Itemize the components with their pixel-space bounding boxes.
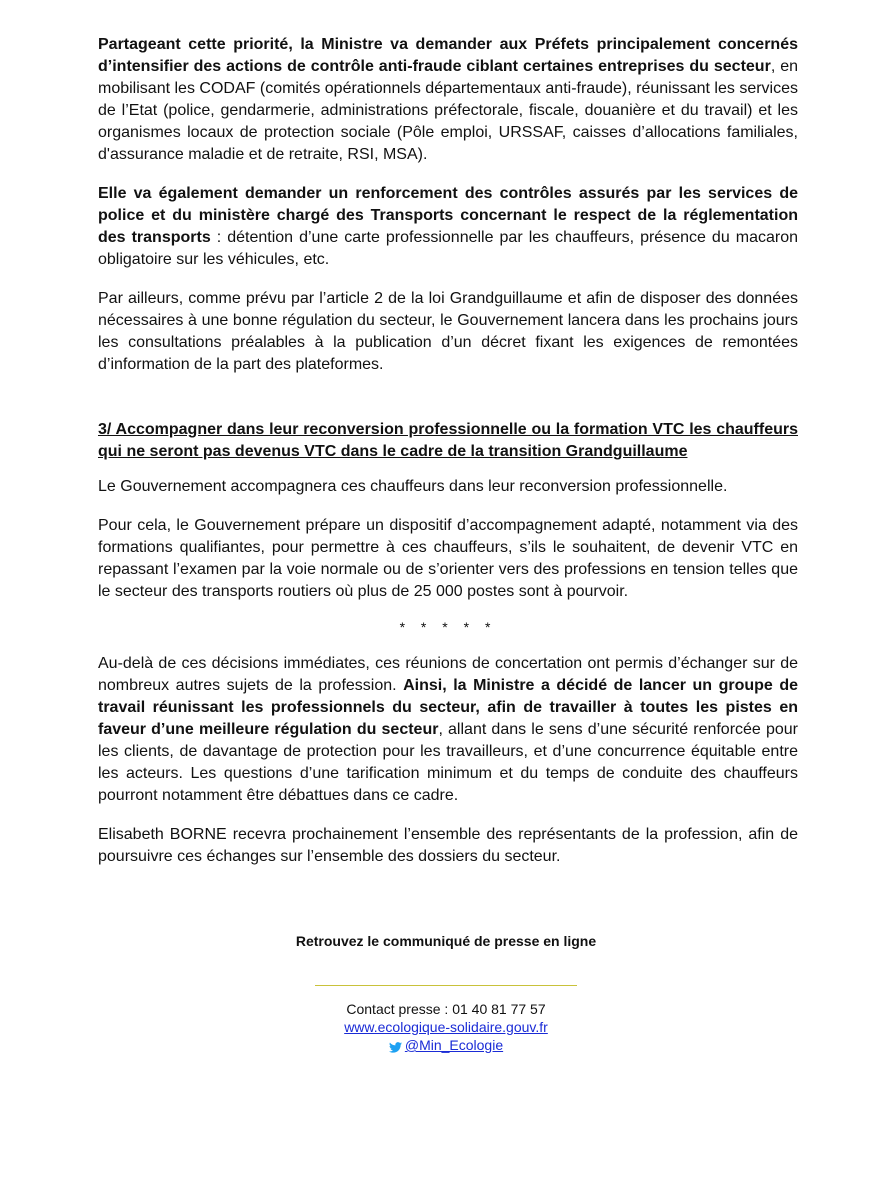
twitter-bird-icon — [389, 1040, 402, 1051]
footer-separator-line — [315, 985, 577, 986]
paragraph-working-group — [98, 653, 798, 807]
paragraph-working-group-text: , allant dans le sens d’une sécurité renforcée pour les clients, de davantage de protection pour les travailleurs, et d’une concurrence équitable entre les acteurs. Les questions d’une tarification minimum et du temps de conduite des chauffeurs pourront notamment être débattues dans ce cadre. — [98, 721, 798, 804]
twitter-link-row[interactable] — [389, 1036, 503, 1054]
paragraph-reconversion: Le Gouvernement accompagnera ces chauffeurs dans leur reconversion professionnelle. — [98, 478, 728, 495]
paragraph-anti-fraud-bold: Partageant cette priorité, la Ministre va demander aux Préfets principalement concernés d’intensifier des actions de contrôle anti-fraude ciblant certaines entreprises du secteur — [98, 36, 798, 75]
paragraph-controls — [98, 183, 798, 271]
paragraph-training: Pour cela, le Gouvernement prépare un dispositif d’accompagnement adapté, notamment via des formations qualifiantes, pour permettre à ces chauffeurs, s’ils le souhaitent, de devenir VTC en repassant l’examen par la voie normale ou de s’orienter vers des professions en tension telles que le secteur des transports routiers où plus de 25 000 postes sont à pourvoir. — [98, 517, 798, 600]
paragraph-controls-bold: Elle va également demander un renforcement des contrôles assurés par les services de police et du ministère chargé des Transports concernant le respect de la réglementation des transports — [98, 185, 798, 246]
paragraph-working-group-bold: Ainsi, la Ministre a décidé de lancer un groupe de travail réunissant les professionnels du secteur, afin de travailler à toutes les pistes en faveur d’une meilleure régulation du secteur — [98, 677, 798, 738]
press-footer — [0, 931, 892, 1056]
press-release-online-link[interactable]: Retrouvez le communiqué de presse en ligne — [295, 933, 597, 949]
paragraph-controls-text: : détention d’une carte professionnelle par les chauffeurs, présence du macaron obligatoire sur les véhicules, etc. — [98, 229, 799, 268]
paragraph-decree: Par ailleurs, comme prévu par l’article 2 de la loi Grandguillaume et afin de disposer des données nécessaires à une bonne régulation du secteur, le Gouvernement lancera dans les prochains jours les consultations préalables à la publication d’un décret fixant les exigences de remontées d’information de la part des plateformes. — [98, 290, 798, 373]
section-separator-stars: * * * * * — [399, 619, 497, 635]
paragraph-borne: Elisabeth BORNE recevra prochainement l’ensemble des représentants de la profession, afin de poursuivre ces échanges sur l’ensemble des dossiers du secteur. — [98, 826, 798, 865]
paragraph-working-group-start: Au-delà de ces décisions immédiates, ces réunions de concertation ont permis d’échanger sur de nombreux autres sujets de la profession. — [98, 655, 798, 694]
section-3-heading: 3/ Accompagner dans leur reconversion professionnelle ou la formation VTC les chauffeurs qui ne seront pas devenus VTC dans le cadre de la transition Grandguillaume — [98, 421, 798, 460]
paragraph-anti-fraud-text: , en mobilisant les CODAF (comités opérationnels départementaux anti-fraude), réunissant les services de l’Etat (police, gendarmerie, administrations préfectorale, fiscale, douanière et du travail) et les organismes locaux de protection sociale (Pôle emploi, URSSAF, caisses d’allocations familiales, d'assurance maladie et de retraite, RSI, MSA). — [98, 58, 799, 163]
document-body — [98, 34, 798, 885]
press-contact: Contact presse : 01 40 81 77 57 — [346, 1001, 546, 1017]
twitter-handle-link[interactable]: @Min_Ecologie — [404, 1037, 504, 1053]
paragraph-anti-fraud — [98, 34, 798, 166]
website-link[interactable]: www.ecologique-solidaire.gouv.fr — [344, 1019, 548, 1035]
